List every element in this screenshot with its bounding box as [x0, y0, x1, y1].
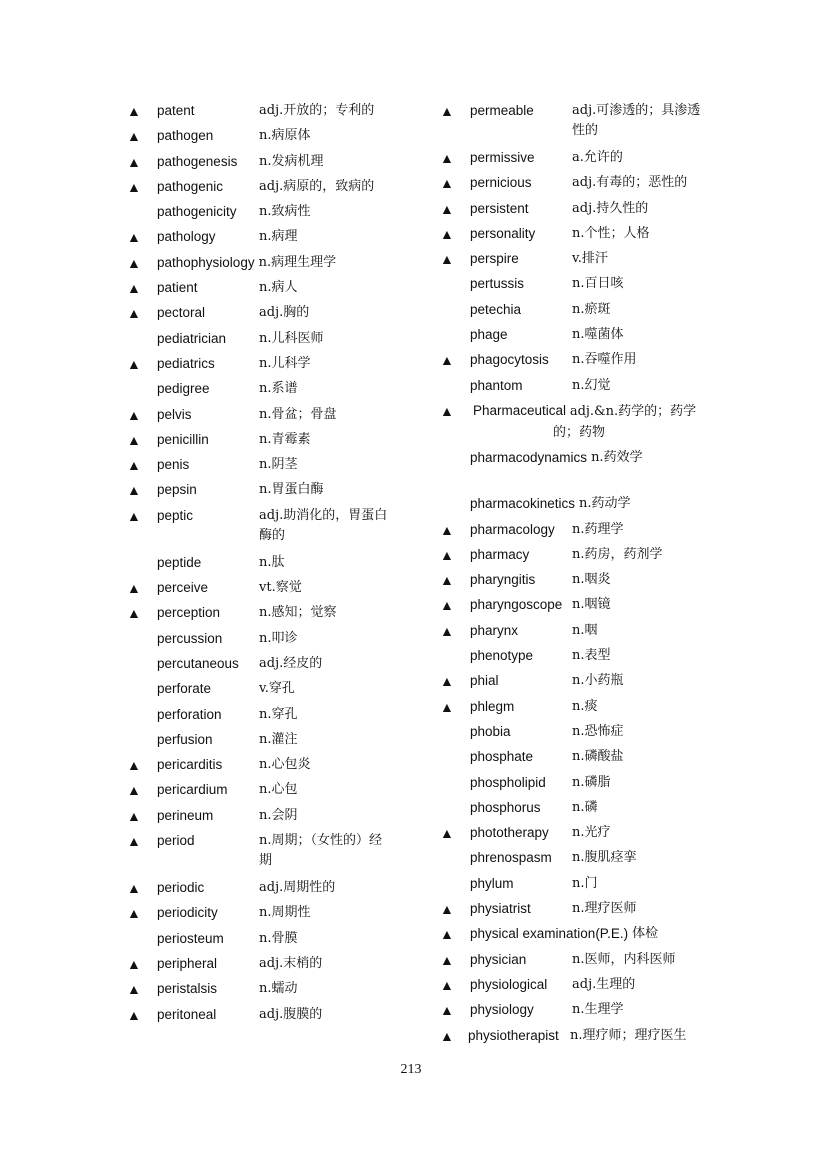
definition: n.青霉素: [259, 431, 311, 447]
term: pathogen: [157, 128, 214, 144]
triangle-icon: ▲: [440, 225, 454, 242]
entry-pericardium: [127, 780, 417, 805]
entry-pectoral: [127, 303, 417, 328]
definition: n.阴茎: [259, 457, 298, 473]
entry-pharynx: [440, 621, 720, 646]
entry-percutaneous: [127, 654, 417, 679]
term: pediatrician: [157, 330, 227, 346]
right-column: [440, 101, 720, 1051]
term: physiological: [470, 976, 548, 992]
entry-pathophysiology: [127, 253, 417, 278]
entry-pernicious: [440, 173, 720, 198]
term: phototherapy: [470, 825, 549, 841]
term: periodicity: [157, 905, 218, 921]
entry-perception: [127, 603, 417, 628]
term: pediatrics: [157, 355, 215, 371]
term: patient: [157, 280, 198, 296]
definition: adj.末梢的: [259, 955, 323, 971]
definition: n.咽炎: [572, 572, 611, 588]
term: percutaneous: [157, 655, 239, 671]
term: pathophysiology: [157, 254, 255, 270]
entry-pediatrics: [127, 354, 417, 379]
term: permeable: [470, 103, 534, 118]
term: pectoral: [157, 305, 206, 321]
entry-pedigree: [127, 379, 417, 404]
triangle-icon: ▲: [127, 280, 141, 297]
definition: n.叩诊: [259, 630, 298, 646]
term: peptic: [157, 507, 194, 523]
definition: n.腹肌痉挛: [572, 850, 637, 866]
entry-peptide: [127, 553, 417, 578]
definition: adj.可渗透的；具渗透性的: [572, 103, 701, 138]
term: peptide: [157, 554, 202, 570]
entry-persistent: [440, 199, 720, 224]
triangle-icon: ▲: [127, 355, 141, 372]
entry-personality: [440, 224, 720, 249]
entry-physiology: [440, 1000, 720, 1025]
term: phosphorus: [470, 799, 541, 815]
definition: adj.周期性的: [259, 880, 336, 896]
definition: n.骨膜: [259, 930, 298, 946]
entry-phototherapy: [440, 823, 720, 848]
entry-phial: [440, 671, 720, 696]
entry-phagocytosis: [440, 350, 720, 375]
term: pernicious: [470, 175, 532, 191]
definition: n.痰: [572, 698, 598, 714]
definition: n.周期；（女性的）经期: [259, 833, 383, 869]
entry-petechia: [440, 300, 720, 325]
term: pathogenicity: [157, 204, 237, 220]
entry-perceive: [127, 578, 417, 603]
definition: n.心包: [259, 782, 298, 798]
entry-pharmaceutical: [440, 401, 720, 448]
entry-pediatrician: [127, 329, 417, 354]
page-number: 213: [400, 1062, 422, 1077]
term: pharyngitis: [470, 572, 536, 588]
entry-pericarditis: [127, 755, 417, 780]
term: periodic: [157, 880, 205, 896]
term: physical examination(P.E.): [470, 926, 629, 942]
triangle-icon: ▲: [127, 103, 141, 119]
entry-pharmacology: [440, 520, 720, 545]
definition: n.吞噬作用: [572, 352, 637, 368]
triangle-icon: ▲: [440, 1002, 454, 1019]
definition: adj.胸的: [259, 305, 310, 321]
term: Pharmaceutical: [473, 402, 567, 418]
definition-continued: 的；药物: [553, 424, 606, 440]
entry-percussion: [127, 629, 417, 654]
definition: adj.助消化的，胃蛋白酶的: [259, 507, 388, 543]
term: perceive: [157, 580, 209, 596]
definition: n.病原体: [259, 128, 311, 144]
entry-pertussis: [440, 274, 720, 299]
definition: 体检: [632, 926, 659, 942]
term: physiotherapist: [468, 1027, 559, 1043]
triangle-icon: ▲: [440, 352, 454, 369]
definition: n.药房，药剂学: [572, 546, 663, 562]
term: petechia: [470, 301, 522, 317]
definition: n.灌注: [259, 731, 298, 747]
definition: n.穿孔: [259, 706, 298, 722]
definition: n.咽镜: [572, 597, 611, 613]
entry-pathogenic: [127, 177, 417, 202]
entry-pharyngoscope: [440, 595, 720, 620]
triangle-icon: ▲: [440, 951, 454, 968]
triangle-icon: ▲: [440, 200, 454, 217]
definition: n.光疗: [572, 825, 611, 841]
triangle-icon: ▲: [440, 103, 454, 119]
term: phenotype: [470, 648, 534, 664]
definition: v.排汗: [572, 251, 608, 267]
definition: v.穿孔: [259, 681, 295, 697]
definition: vt.察觉: [259, 580, 302, 596]
term: perfusion: [157, 731, 213, 747]
definition: adj.经皮的: [259, 655, 323, 671]
term: pertussis: [470, 276, 525, 292]
definition: adj.开放的；专利的: [259, 103, 375, 118]
triangle-icon: ▲: [440, 825, 454, 842]
triangle-icon: ▲: [127, 431, 141, 448]
term: phrenospasm: [470, 850, 552, 866]
term: pathology: [157, 229, 216, 245]
definition: n.肽: [259, 554, 285, 570]
entry-phrenospasm: [440, 848, 720, 873]
entry-periodicity: [127, 903, 417, 928]
term: perforation: [157, 706, 222, 722]
definition: n.理疗师；理疗医生: [570, 1027, 687, 1043]
triangle-icon: ▲: [127, 833, 141, 850]
entry-permeable: [440, 101, 720, 148]
definition: n.周期性: [259, 905, 311, 921]
triangle-icon: ▲: [440, 175, 454, 192]
triangle-icon: ▲: [440, 901, 454, 918]
definition: n.胃蛋白酶: [259, 482, 324, 498]
entry-phobia: [440, 722, 720, 747]
definition: n.儿科学: [259, 355, 311, 371]
term: peripheral: [157, 955, 218, 971]
entry-phylum: [440, 874, 720, 899]
triangle-icon: ▲: [127, 305, 141, 322]
triangle-icon: ▲: [440, 251, 454, 268]
entry-physician: [440, 950, 720, 975]
triangle-icon: ▲: [127, 605, 141, 622]
definition: n.表型: [572, 648, 611, 664]
triangle-icon: ▲: [440, 402, 454, 419]
term: penicillin: [157, 431, 209, 447]
term: pathogenesis: [157, 153, 238, 169]
entry-phenotype: [440, 646, 720, 671]
definition: n.药理学: [572, 521, 624, 537]
term: phlegm: [470, 698, 515, 714]
term: physiatrist: [470, 901, 531, 917]
definition: n.医师，内科医师: [572, 951, 676, 967]
definition: n.百日咳: [572, 276, 624, 292]
term: physician: [470, 951, 527, 967]
triangle-icon: ▲: [127, 229, 141, 246]
term: pepsin: [157, 482, 197, 498]
term: phylum: [470, 875, 514, 891]
term: pharmacy: [470, 546, 530, 562]
definition: n.儿科医师: [259, 330, 324, 346]
definition: n.噬菌体: [572, 327, 624, 343]
term: peristalsis: [157, 981, 218, 997]
term: perception: [157, 605, 221, 621]
definition: n.药动学: [579, 496, 631, 512]
term: perspire: [470, 251, 519, 267]
definition: a.允许的: [572, 150, 623, 165]
definition: n.病理生理学: [258, 254, 337, 270]
term: phagocytosis: [470, 352, 549, 368]
definition: n.病理: [259, 229, 298, 245]
definition: n.咽: [572, 622, 598, 638]
term: pelvis: [157, 406, 192, 422]
definition: n.小药瓶: [572, 673, 624, 689]
entry-physiotherapist: [440, 1026, 720, 1051]
entry-perspire: [440, 249, 720, 274]
entry-phosphorus: [440, 798, 720, 823]
triangle-icon: ▲: [127, 955, 141, 972]
triangle-icon: ▲: [127, 757, 141, 774]
term: physiology: [470, 1002, 534, 1018]
triangle-icon: ▲: [440, 546, 454, 563]
entry-pathogenicity: [127, 202, 417, 227]
entry-phlegm: [440, 697, 720, 722]
triangle-icon: ▲: [127, 406, 141, 423]
definition: n.恐怖症: [572, 723, 624, 739]
triangle-icon: ▲: [127, 807, 141, 824]
triangle-icon: ▲: [127, 482, 141, 499]
definition: adj.&n.药学的；药学: [569, 403, 697, 419]
term: phospholipid: [470, 774, 546, 790]
entry-pharmacodynamics: [440, 448, 720, 473]
definition: n.会阴: [259, 807, 298, 823]
triangle-icon: ▲: [127, 782, 141, 799]
triangle-icon: ▲: [440, 572, 454, 589]
entry-period: [127, 831, 417, 878]
entry-pharmacy: [440, 545, 720, 570]
triangle-icon: ▲: [127, 905, 141, 922]
entry-physical-examination: [440, 924, 720, 949]
term: penis: [157, 457, 190, 473]
triangle-icon: ▲: [440, 698, 454, 715]
definition: n.门: [572, 875, 598, 891]
entry-penicillin: [127, 430, 417, 455]
definition: adj.病原的，致病的: [259, 178, 375, 194]
definition: n.磷: [572, 799, 598, 815]
triangle-icon: ▲: [440, 622, 454, 639]
definition: n.个性；人格: [572, 225, 650, 241]
triangle-icon: ▲: [127, 580, 141, 597]
entry-physiological: [440, 975, 720, 1000]
entry-pelvis: [127, 405, 417, 430]
entry-peritoneal: [127, 1005, 417, 1030]
entry-phantom: [440, 376, 720, 401]
definition: n.磷脂: [572, 774, 611, 790]
triangle-icon: ▲: [127, 153, 141, 170]
term: pedigree: [157, 381, 210, 397]
definition: n.系谱: [259, 381, 298, 397]
entry-phosphate: [440, 747, 720, 772]
entry-peptic: [127, 506, 417, 553]
definition: n.病人: [259, 280, 298, 296]
definition: n.心包炎: [259, 757, 311, 773]
definition: adj.持久性的: [572, 200, 649, 216]
entry-pharmacokinetics: [440, 494, 720, 519]
triangle-icon: ▲: [127, 254, 141, 271]
triangle-icon: ▲: [440, 673, 454, 690]
triangle-icon: ▲: [440, 150, 454, 166]
definition: n.致病性: [259, 204, 311, 220]
definition: adj.生理的: [572, 976, 636, 992]
entry-phospholipid: [440, 773, 720, 798]
triangle-icon: ▲: [440, 597, 454, 614]
entry-pathogen: [127, 126, 417, 151]
triangle-icon: ▲: [127, 880, 141, 897]
term: phobia: [470, 723, 511, 739]
entry-patent: [127, 101, 417, 126]
entry-perfusion: [127, 730, 417, 755]
triangle-icon: ▲: [127, 507, 141, 524]
entry-permissive: [440, 148, 720, 173]
term: pathogenic: [157, 178, 224, 194]
entry-patient: [127, 278, 417, 303]
definition: n.发病机理: [259, 153, 324, 169]
definition: n.感知；觉察: [259, 605, 337, 621]
definition: adj.腹膜的: [259, 1006, 323, 1022]
term: perineum: [157, 807, 214, 823]
triangle-icon: ▲: [127, 981, 141, 998]
term: pharmacokinetics: [470, 496, 576, 512]
triangle-icon: ▲: [127, 457, 141, 474]
pharmaceutical-block: [470, 401, 696, 443]
term: perforate: [157, 681, 212, 697]
term: pharyngoscope: [470, 597, 563, 613]
definition: n.蠕动: [259, 981, 298, 997]
term: phantom: [470, 377, 523, 393]
definition: n.理疗医师: [572, 901, 637, 917]
entry-periodic: [127, 878, 417, 903]
entry-pathology: [127, 227, 417, 252]
definition: n.骨盆；骨盘: [259, 406, 337, 422]
triangle-icon: ▲: [440, 1027, 454, 1044]
definition: n.生理学: [572, 1002, 624, 1018]
triangle-icon: ▲: [127, 178, 141, 195]
left-column: [127, 101, 417, 1030]
term: patent: [157, 103, 195, 118]
entry-phage: [440, 325, 720, 350]
definition: n.药效学: [591, 449, 643, 465]
triangle-icon: ▲: [440, 521, 454, 538]
term: peritoneal: [157, 1006, 217, 1022]
definition: n.幻觉: [572, 377, 611, 393]
entry-physiatrist: [440, 899, 720, 924]
definition: n.磷酸盐: [572, 749, 624, 765]
triangle-icon: ▲: [127, 1006, 141, 1023]
term: personality: [470, 225, 536, 241]
entry-peristalsis: [127, 979, 417, 1004]
entry-perforate: [127, 679, 417, 704]
term: pharynx: [470, 622, 519, 638]
term: pharmacodynamics: [470, 449, 588, 465]
term: permissive: [470, 150, 535, 165]
triangle-icon: ▲: [440, 926, 454, 943]
entry-penis: [127, 455, 417, 480]
entry-perineum: [127, 806, 417, 831]
term: periosteum: [157, 930, 224, 946]
entry-pepsin: [127, 480, 417, 505]
definition: n.瘀斑: [572, 301, 611, 317]
entry-periosteum: [127, 929, 417, 954]
term: phial: [470, 673, 499, 689]
entry-peripheral: [127, 954, 417, 979]
entry-pharyngitis: [440, 570, 720, 595]
term: pericardium: [157, 782, 228, 798]
term: pharmacology: [470, 521, 555, 537]
term: pericarditis: [157, 757, 223, 773]
term: persistent: [470, 200, 529, 216]
term: phage: [470, 327, 508, 343]
entry-pathogenesis: [127, 152, 417, 177]
term: period: [157, 833, 195, 849]
term: percussion: [157, 630, 223, 646]
triangle-icon: ▲: [440, 976, 454, 993]
definition: adj.有毒的；恶性的: [572, 175, 688, 191]
entry-perforation: [127, 705, 417, 730]
triangle-icon: ▲: [127, 128, 141, 145]
term: phosphate: [470, 749, 534, 765]
